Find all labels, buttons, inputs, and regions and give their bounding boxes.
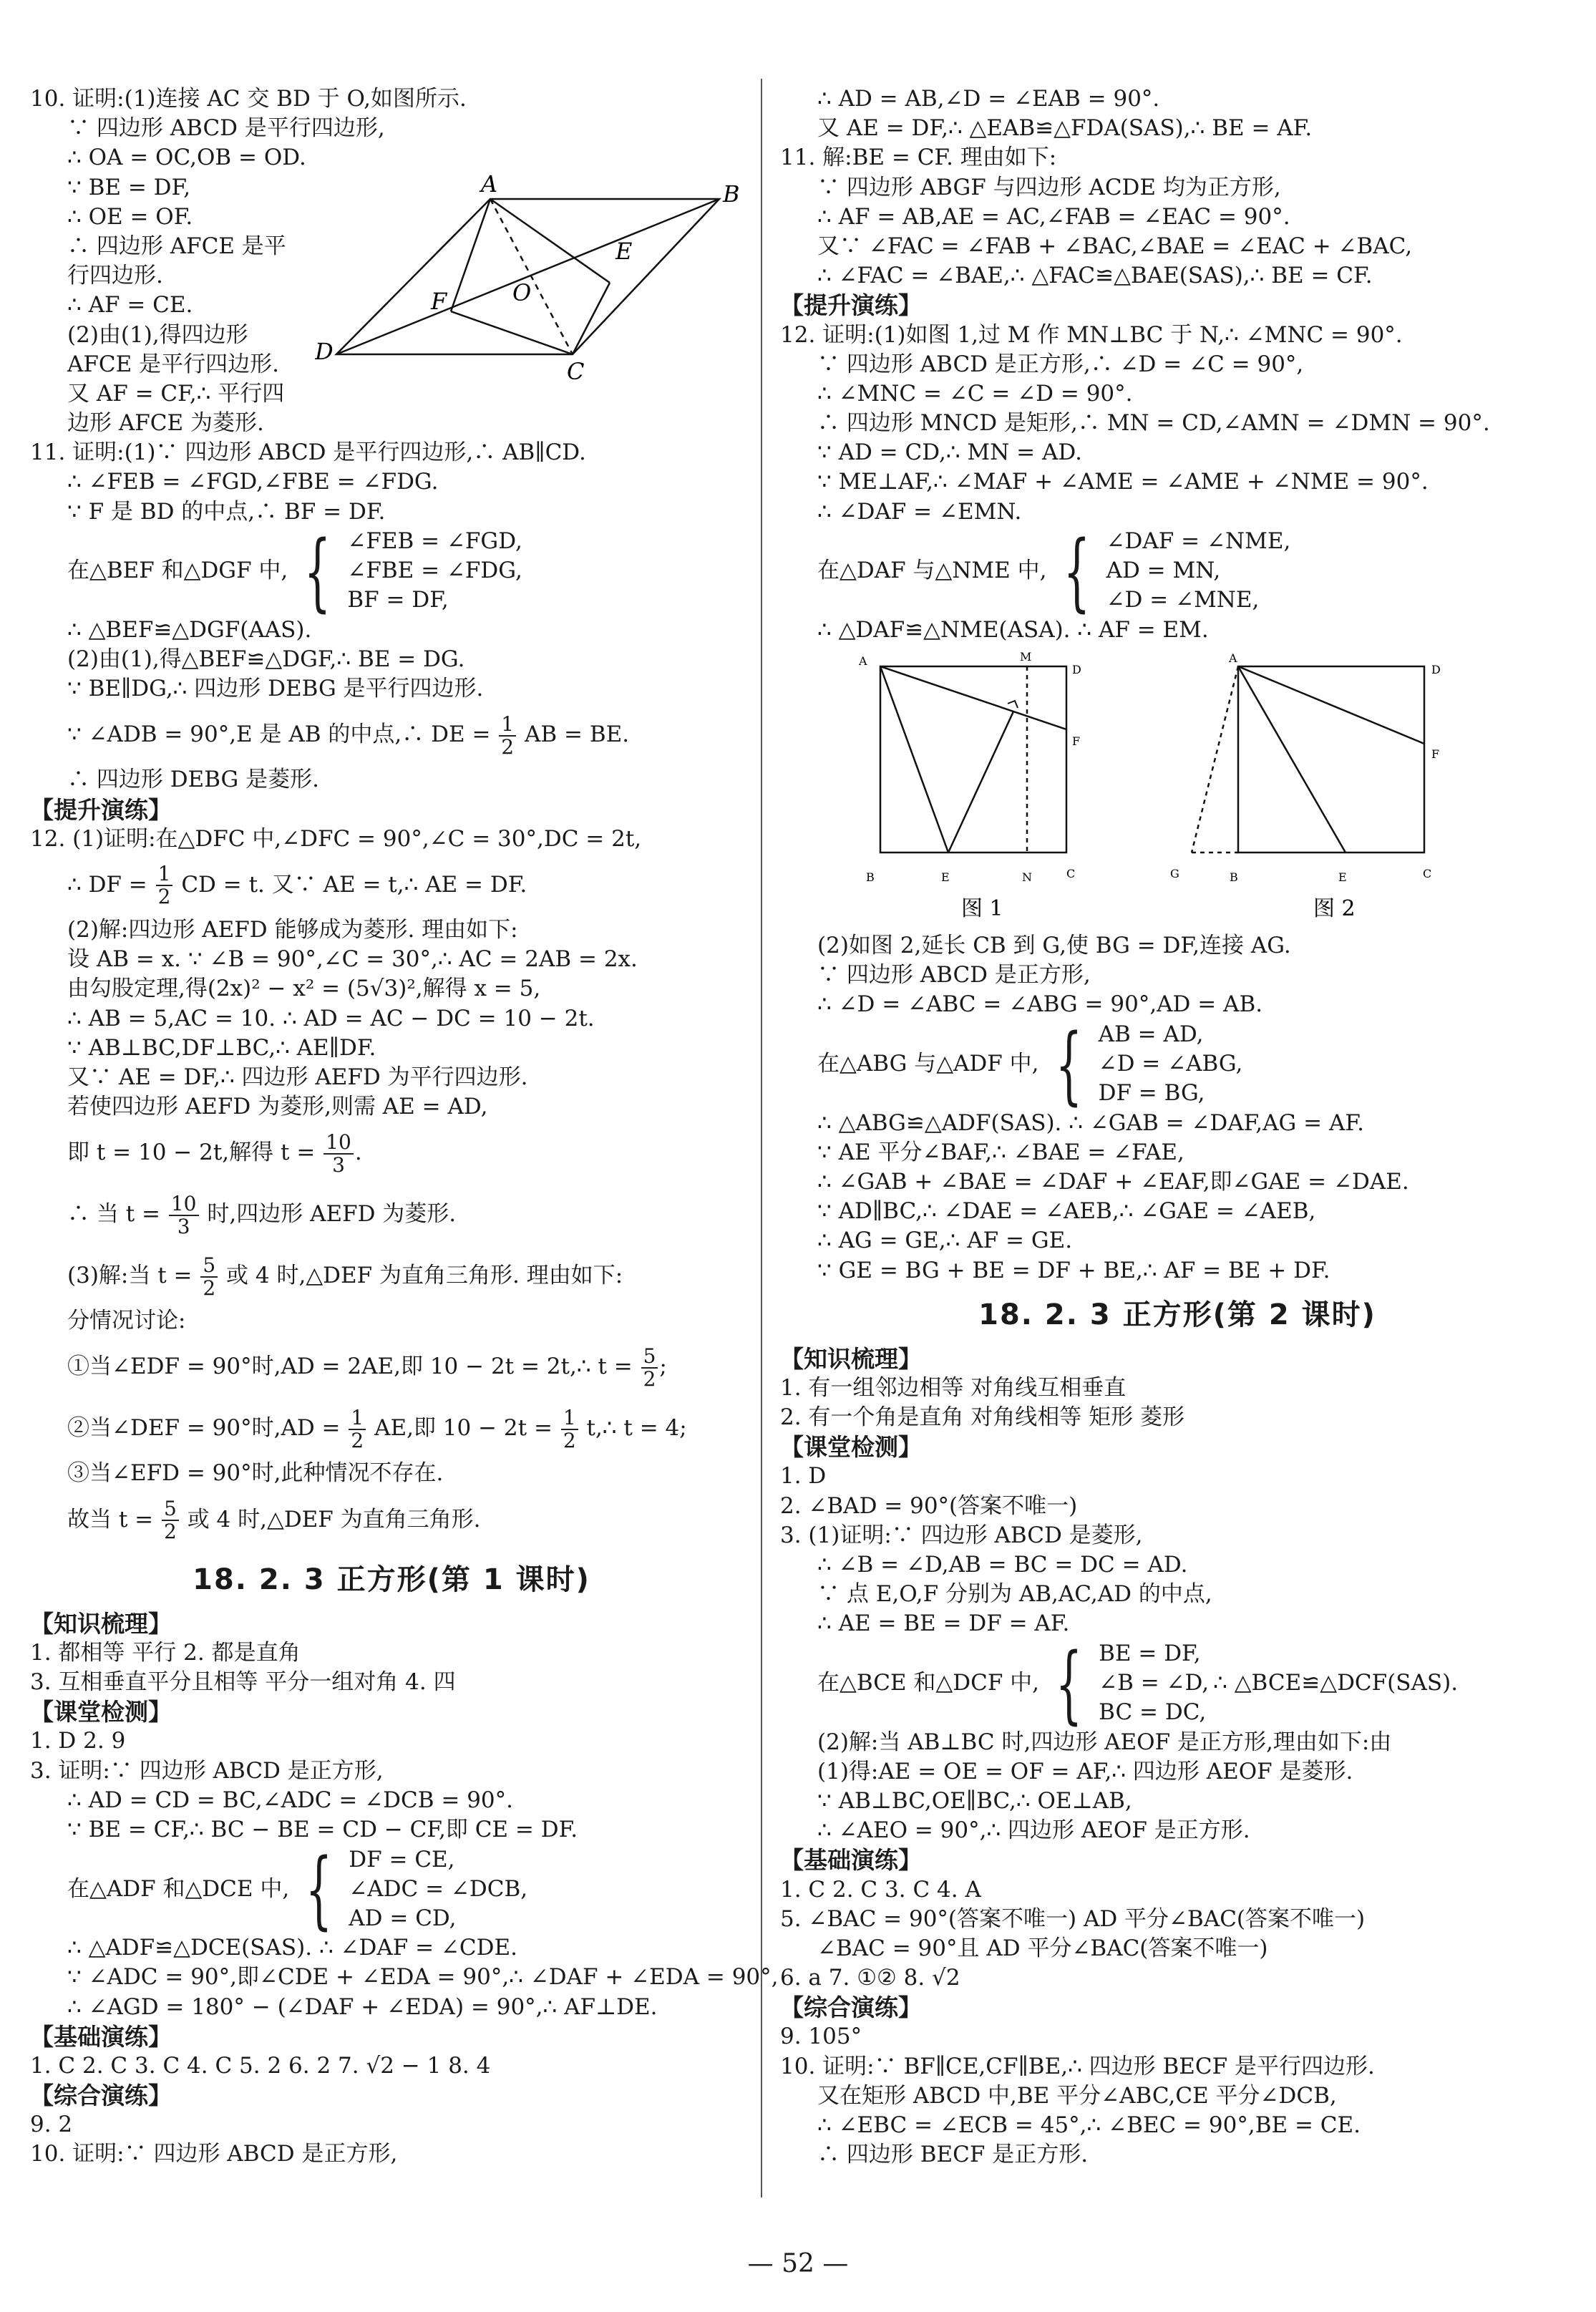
q10-line: AFCE 是平行四边形. — [67, 351, 279, 377]
answer-line: (1)得:AE = OE = OF = AF,∴ 四边形 AEOF 是菱形. — [817, 1758, 1353, 1784]
section-tisheng: 【提升演练】 — [780, 291, 922, 320]
fig1-label-n: N — [1022, 870, 1032, 884]
kt3-line: ∴ △ADF≌△DCE(SAS). ∴ ∠DAF = ∠CDE. — [67, 1935, 517, 1961]
fig2-label-d: D — [1431, 663, 1441, 676]
kt3-brace-system — [30, 1840, 753, 1939]
numerator: 5 — [641, 1346, 658, 1369]
brace-items — [1099, 1020, 1243, 1108]
q11-line: ∵ 四边形 ABGF 与四边形 ACDE 均为正方形, — [817, 174, 1281, 200]
fig2-label-b: B — [1230, 870, 1238, 884]
brace-item: AB = AD, — [1098, 1021, 1204, 1048]
q12-case-line: ①当∠EDF = 90°时,AD = 2AE,即 10 − 2t = 2t,∴ t = $\frac{5}{2}$ ; — [67, 1344, 667, 1391]
q11-line: 11. 解:BE = CF. 理由如下: — [780, 145, 1057, 171]
q12-line: ∵ AD = CD,∴ MN = AD. — [817, 439, 1082, 466]
line: ∴ AD = AB,∠D = ∠EAB = 90°. — [817, 86, 1160, 112]
answer-line: 1. 都相等 平行 2. 都是直角 — [30, 1639, 301, 1666]
q12-line: ∴ 四边形 MNCD 是矩形,∴ MN = CD,∠AMN = ∠DMN = 90°. — [817, 410, 1490, 437]
square-figures — [780, 645, 1575, 931]
left-brace: { — [1063, 521, 1090, 621]
q12-line: 分情况讨论: — [67, 1308, 186, 1334]
q11-line: ∵ F 是 BD 的中点,∴ BF = DF. — [67, 498, 386, 525]
fig2-label-a: A — [1229, 651, 1237, 665]
fig1-label-d: D — [1072, 663, 1081, 676]
label-d: D — [315, 338, 334, 365]
q10-line: 边形 AFCE 为菱形. — [67, 410, 264, 437]
page-number: — 52 — — [747, 2249, 849, 2278]
kt3-line: 3. 证明:∵ 四边形 ABCD 是正方形, — [30, 1757, 384, 1784]
brace-item: ∠D = ∠MNE, — [1106, 587, 1260, 613]
left-brace: { — [1055, 1014, 1082, 1114]
brace-items — [347, 527, 522, 615]
numerator: 1 — [561, 1407, 578, 1430]
label-b: B — [723, 180, 740, 208]
text: 故当 t = — [67, 1506, 154, 1533]
text: 或 4 时,△DEF 为直角三角形. 理由如下: — [226, 1263, 623, 1289]
brace-item: ∠D = ∠ABG, — [1098, 1051, 1243, 1077]
section-jichu: 【基础演练】 — [30, 2022, 172, 2051]
brace-prefix: 在△ADF 和△DCE 中, — [67, 1875, 290, 1902]
label-c: C — [567, 358, 585, 385]
q12-line: ∵ 四边形 ABCD 是正方形,∴ ∠D = ∠C = 90°, — [817, 351, 1304, 377]
section-ketang: 【课堂检测】 — [30, 1698, 172, 1726]
answer-line: 9. 2 — [30, 2112, 73, 2138]
numerator: 1 — [499, 714, 516, 737]
q12b-line: ∵ AD∥BC,∴ ∠DAE = ∠AEB,∴ ∠GAE = ∠AEB, — [817, 1198, 1316, 1225]
fraction — [162, 1498, 179, 1543]
q12b-line: ∵ AE 平分∠BAF,∴ ∠BAE = ∠FAE, — [817, 1139, 1184, 1165]
denominator: 2 — [351, 1428, 364, 1452]
section-ketang: 【课堂检测】 — [780, 1433, 922, 1462]
q11-line: ∴ ∠FAC = ∠BAE,∴ △FAC≌△BAE(SAS),∴ BE = CF. — [817, 263, 1373, 289]
brace-items — [349, 1845, 527, 1933]
fig2-label-e: E — [1338, 870, 1347, 884]
denominator: 2 — [563, 1428, 576, 1452]
lesson-title: 18. 2. 3 正方形(第 2 课时) — [978, 1298, 1376, 1331]
answer-line: 2. 有一个角是直角 对角线相等 矩形 菱形 — [780, 1404, 1184, 1431]
q12b-line: ∵ GE = BG + BE = DF + BE,∴ AF = BE + DF. — [817, 1257, 1330, 1283]
brace-item: AD = MN, — [1106, 558, 1221, 584]
denominator: 3 — [177, 1214, 190, 1238]
label-a: A — [481, 172, 498, 198]
text: 时,四边形 AEFD 为菱形. — [207, 1201, 457, 1228]
q10-line: ∴ AF = CE. — [67, 292, 193, 319]
q12-fraction-line — [30, 854, 753, 915]
left-brace: { — [305, 1840, 333, 1939]
text: 或 4 时,△DEF 为直角三角形. — [187, 1506, 481, 1533]
kt3-line: ∴ AD = CD = BC,∠ADC = ∠DCB = 90°. — [67, 1787, 514, 1813]
text: ②当∠DEF = 90°时,AD = — [67, 1415, 341, 1442]
fig1-label-c: C — [1066, 867, 1076, 880]
answer-line: ∴ ∠EBC = ∠ECB = 45°,∴ ∠BEC = 90°,BE = CE. — [817, 2112, 1361, 2138]
brace-item: DF = CE, — [349, 1846, 455, 1873]
text: (3)解:当 t = — [67, 1263, 193, 1289]
label-e: E — [615, 238, 633, 265]
answer-line: 又在矩形 ABCD 中,BE 平分∠ABC,CE 平分∠DCB, — [817, 2082, 1337, 2109]
q12-line: ∵ ME⊥AF,∴ ∠MAF + ∠AME = ∠AME + ∠NME = 90°. — [817, 469, 1429, 495]
q12-line: ∴ ∠MNC = ∠C = ∠D = 90°. — [817, 380, 1133, 407]
text: CD = t. 又∵ AE = t,∴ AE = DF. — [181, 871, 527, 898]
parallelogram-figure — [315, 172, 744, 387]
fig1-label-m: M — [1020, 650, 1032, 664]
q12-line: ③当∠EFD = 90°时,此种情况不存在. — [67, 1460, 444, 1487]
q12-line: (2)解:四边形 AEFD 能够成为菱形. 理由如下: — [67, 916, 518, 943]
text: 即 t = 10 − 2t,解得 t = — [67, 1140, 316, 1166]
ae-line — [490, 199, 610, 283]
denominator: 2 — [164, 1520, 177, 1544]
text: ①当∠EDF = 90°时,AD = 2AE,即 10 − 2t = 2t,∴ t = — [67, 1354, 633, 1380]
fraction — [323, 1132, 354, 1176]
answer-line: 6. a 7. ①② 8. √2 — [780, 1965, 960, 1991]
q12b-line: ∴ AG = GE,∴ AF = GE. — [817, 1228, 1073, 1254]
q10-line: ∵ BE = DF, — [67, 174, 191, 200]
answer-line: ∠BAC = 90°且 AD 平分∠BAC(答案不唯一) — [817, 1935, 1268, 1961]
answer-line: 1. C 2. C 3. C 4. C 5. 2 6. 2 7. √2 − 1 8. 4 — [30, 2052, 491, 2079]
answer-line: 10. 证明:∵ BF∥CE,CF∥BE,∴ 四边形 BECF 是平行四边形. — [780, 2053, 1375, 2079]
fig1-label-a: A — [859, 654, 867, 668]
numerator: 5 — [200, 1255, 218, 1278]
text: AB = BE. — [524, 722, 630, 748]
left-column — [30, 84, 779, 2170]
q12b-line: ∴ △ABG≌△ADF(SAS). ∴ ∠GAB = ∠DAF,AG = AF. — [817, 1109, 1364, 1136]
fraction — [641, 1346, 658, 1390]
section-zonghe: 【综合演练】 — [30, 2082, 172, 2110]
text: t,∴ t = 4; — [586, 1415, 687, 1442]
answer-line: 1. 有一组邻边相等 对角线互相垂直 — [780, 1374, 1127, 1401]
q12-line: 又∵ AE = DF,∴ 四边形 AEFD 为平行四边形. — [67, 1064, 528, 1090]
fraction — [169, 1193, 199, 1238]
q12-line: ∴ AB = 5,AC = 10. ∴ AD = AC − DC = 10 − 2t. — [67, 1005, 595, 1031]
answer-line: 10. 证明:∵ 四边形 ABCD 是正方形, — [30, 2141, 398, 2167]
q10-line: 行四边形. — [67, 263, 163, 289]
q10-line: 又 AF = CF,∴ 平行四 — [67, 380, 285, 407]
text: ∵ ∠ADB = 90°,E 是 AB 的中点,∴ DE = — [67, 722, 491, 748]
fraction — [349, 1407, 366, 1452]
brace-item: ∠FBE = ∠FDG, — [347, 558, 522, 584]
fraction — [561, 1407, 578, 1452]
answer-line: ∴ 四边形 BECF 是正方形. — [817, 2142, 1089, 2168]
numerator: 5 — [162, 1498, 179, 1521]
fig2-label-f: F — [1431, 747, 1440, 761]
q12-line: ∴ △DAF≌△NME(ASA). ∴ AF = EM. — [817, 616, 1209, 643]
fig1-label-f: F — [1072, 734, 1081, 748]
brace-suffix: ∴ △BCE≌△DCF(SAS). — [1213, 1669, 1459, 1696]
fraction — [499, 711, 516, 759]
q11-line: 11. 证明:(1)∵ 四边形 ABCD 是平行四边形,∴ AB∥CD. — [30, 439, 586, 466]
brace-item: BF = DF, — [347, 587, 449, 613]
section-zhishi: 【知识梳理】 — [780, 1344, 922, 1373]
line: 又 AE = DF,∴ △EAB≌△FDA(SAS),∴ BE = AF. — [817, 115, 1313, 142]
brace-item: BC = DC, — [1099, 1699, 1207, 1726]
section-zonghe: 【综合演练】 — [780, 1993, 922, 2022]
q12b-line: (2)如图 2,延长 CB 到 G,使 BG = DF,连接 AG. — [817, 933, 1291, 958]
answer-line: (2)解:当 AB⊥BC 时,四边形 AEOF 是正方形,理由如下:由 — [817, 1729, 1392, 1755]
lesson-title: 18. 2. 3 正方形(第 1 课时) — [193, 1563, 590, 1596]
fraction — [156, 863, 173, 908]
numerator: 1 — [349, 1407, 366, 1430]
q12-fraction-line: 即 t = 10 − 2t,解得 t = $\frac{10}{3}$ . — [67, 1130, 362, 1177]
label-f: F — [431, 288, 447, 315]
kt3-line: ∴ ∠AGD = 180° − (∠DAF + ∠EDA) = 90°,∴ AF⊥DE. — [67, 1993, 658, 2020]
fig1-caption: 图 1 — [961, 896, 1003, 921]
section-zhishi: 【知识梳理】 — [30, 1609, 172, 1638]
q10-line: ∴ 四边形 AFCE 是平 — [67, 233, 286, 259]
answer-line: ∴ ∠B = ∠D,AB = BC = DC = AD. — [817, 1552, 1188, 1578]
kt-brace-system — [780, 1633, 1575, 1733]
fig1-label-b: B — [866, 870, 875, 884]
q12-line: ∵ AB⊥BC,DF⊥BC,∴ AE∥DF. — [67, 1034, 376, 1061]
answer-line: 2. ∠BAD = 90°(答案不唯一) — [780, 1492, 1078, 1519]
text: ∴ DF = — [67, 871, 147, 898]
answer-line: ∴ ∠AEO = 90°,∴ 四边形 AEOF 是正方形. — [817, 1817, 1250, 1844]
q12b-brace-system — [780, 1014, 1575, 1114]
q10-line: ∵ 四边形 ABCD 是平行四边形, — [67, 115, 385, 142]
q11-line: ∴ △BEF≌△DGF(AAS). — [67, 616, 312, 643]
answer-line: 3. 互相垂直平分且相等 平分一组对角 4. 四 — [30, 1669, 456, 1695]
q12-line: 设 AB = x. ∵ ∠B = 90°,∠C = 30°,∴ AC = 2AB = 2x. — [67, 946, 638, 973]
numerator: 1 — [156, 863, 173, 886]
brace-item: BE = DF, — [1099, 1641, 1201, 1667]
q12b-line: ∴ ∠D = ∠ABC = ∠ABG = 90°,AD = AB. — [817, 991, 1263, 1018]
denominator: 2 — [157, 885, 171, 909]
fig2-label-g: G — [1170, 867, 1179, 880]
answer-line: 1. C 2. C 3. C 4. A — [780, 1876, 981, 1903]
answer-line: 1. D 2. 9 — [30, 1728, 126, 1754]
q11-brace-system — [30, 521, 753, 621]
answer-line: ∵ AB⊥BC,OE∥BC,∴ OE⊥AB, — [817, 1787, 1132, 1814]
q12-line: 12. (1)证明:在△DFC 中,∠DFC = 90°,∠C = 30°,DC = 2t, — [30, 825, 642, 852]
q12-line: 若使四边形 AEFD 为菱形,则需 AE = AD, — [67, 1094, 488, 1120]
answer-line: 1. D — [780, 1463, 827, 1490]
q10-line: (2)由(1),得四边形 — [67, 321, 248, 348]
numerator: 10 — [323, 1132, 354, 1155]
q10-line: ∴ OA = OC,OB = OD. — [67, 145, 306, 171]
q11-line: ∴ AF = AB,AE = AC,∠FAB = ∠EAC = 90°. — [817, 203, 1290, 230]
answer-line: ∵ 点 E,O,F 分别为 AB,AC,AD 的中点, — [817, 1581, 1212, 1608]
q12b-line: ∴ ∠GAB + ∠BAE = ∠DAF + ∠EAF,即∠GAE = ∠DAE. — [817, 1168, 1409, 1195]
kt3-line: ∵ ∠ADC = 90°,即∠CDE + ∠EDA = 90°,∴ ∠DAF + ∠EDA = 90°, — [67, 1964, 779, 1991]
brace-item: AD = CD, — [349, 1905, 457, 1931]
left-brace: { — [1055, 1633, 1083, 1733]
fraction — [200, 1255, 218, 1299]
q11-fraction-line — [30, 704, 753, 765]
column-divider — [761, 79, 762, 2197]
q12-line: 12. 证明:(1)如图 1,过 M 作 MN⊥BC 于 N,∴ ∠MNC = 90°. — [780, 321, 1403, 348]
right-column — [780, 84, 1575, 2170]
q12-line: 由勾股定理,得(2x)² − x² = (5√3)²,解得 x = 5, — [67, 976, 541, 1002]
q11-line: 又∵ ∠FAC = ∠FAB + ∠BAC,∠BAE = ∠EAC + ∠BAC, — [817, 233, 1413, 259]
q12-fraction-line — [30, 1183, 753, 1245]
q11-line: ∵ BE∥DG,∴ 四边形 DEBG 是平行四边形. — [67, 676, 484, 702]
brace-item: ∠DAF = ∠NME, — [1106, 528, 1291, 555]
brace-prefix: 在△DAF 与△NME 中, — [817, 558, 1047, 584]
brace-item: ∠ADC = ∠DCB, — [349, 1875, 528, 1902]
label-o: O — [512, 279, 532, 306]
answer-line: 5. ∠BAC = 90°(答案不唯一) AD 平分∠BAC(答案不唯一) — [780, 1905, 1366, 1932]
denominator: 2 — [501, 734, 515, 759]
denominator: 2 — [203, 1276, 216, 1300]
left-brace: { — [304, 521, 331, 621]
brace-item: ∠FEB = ∠FGD, — [347, 528, 522, 555]
fig2-label-c: C — [1423, 867, 1432, 880]
brace-item: ∠B = ∠D, — [1099, 1670, 1210, 1696]
numerator: 10 — [169, 1193, 199, 1216]
q10-line: 10. 证明:(1)连接 AC 交 BD 于 O,如图所示. — [30, 86, 467, 112]
brace-prefix: 在△BCE 和△DCF 中, — [817, 1669, 1040, 1696]
text: AE,即 10 − 2t = — [374, 1415, 553, 1442]
fig2-caption: 图 2 — [1313, 896, 1356, 921]
q12-fraction-line — [30, 1245, 753, 1306]
square-figures-svg — [780, 645, 1575, 931]
fig1-label-e: E — [941, 870, 950, 884]
q11-line: ∴ ∠FEB = ∠FGD,∠FBE = ∠FDG. — [67, 469, 439, 495]
kt3-line: ∵ BE = CF,∴ BC − BE = CD − CF,即 CE = DF. — [67, 1816, 578, 1842]
q12b-line: ∵ 四边形 ABCD 是正方形, — [817, 962, 1091, 989]
brace-prefix: 在△ABG 与△ADF 中, — [817, 1050, 1039, 1077]
q12-brace-system — [780, 521, 1575, 621]
q11-line: ∴ 四边形 DEBG 是菱形. — [67, 767, 320, 793]
denominator: 3 — [332, 1152, 345, 1177]
answer-line: 3. (1)证明:∵ 四边形 ABCD 是菱形, — [780, 1522, 1143, 1548]
brace-item: DF = BG, — [1098, 1080, 1205, 1107]
denominator: 2 — [643, 1366, 656, 1391]
section-jichu: 【基础演练】 — [780, 1846, 922, 1875]
q12-line: ∴ ∠DAF = ∠EMN. — [817, 498, 1022, 525]
text: ∴ 当 t = — [67, 1201, 160, 1228]
brace-prefix: 在△BEF 和△DGF 中, — [67, 558, 288, 584]
brace-items — [1106, 527, 1291, 615]
answer-line: 9. 105° — [780, 2024, 862, 2050]
q12-case-line — [30, 1397, 753, 1459]
section-tisheng: 【提升演练】 — [30, 795, 172, 824]
brace-items — [1099, 1639, 1209, 1727]
q11-line: (2)由(1),得△BEF≌△DGF,∴ BE = DG. — [67, 646, 465, 672]
answer-line: ∴ AE = BE = DF = AF. — [817, 1611, 1070, 1637]
q10-line: ∴ OE = OF. — [67, 203, 193, 230]
q12-fraction-line — [30, 1489, 753, 1550]
